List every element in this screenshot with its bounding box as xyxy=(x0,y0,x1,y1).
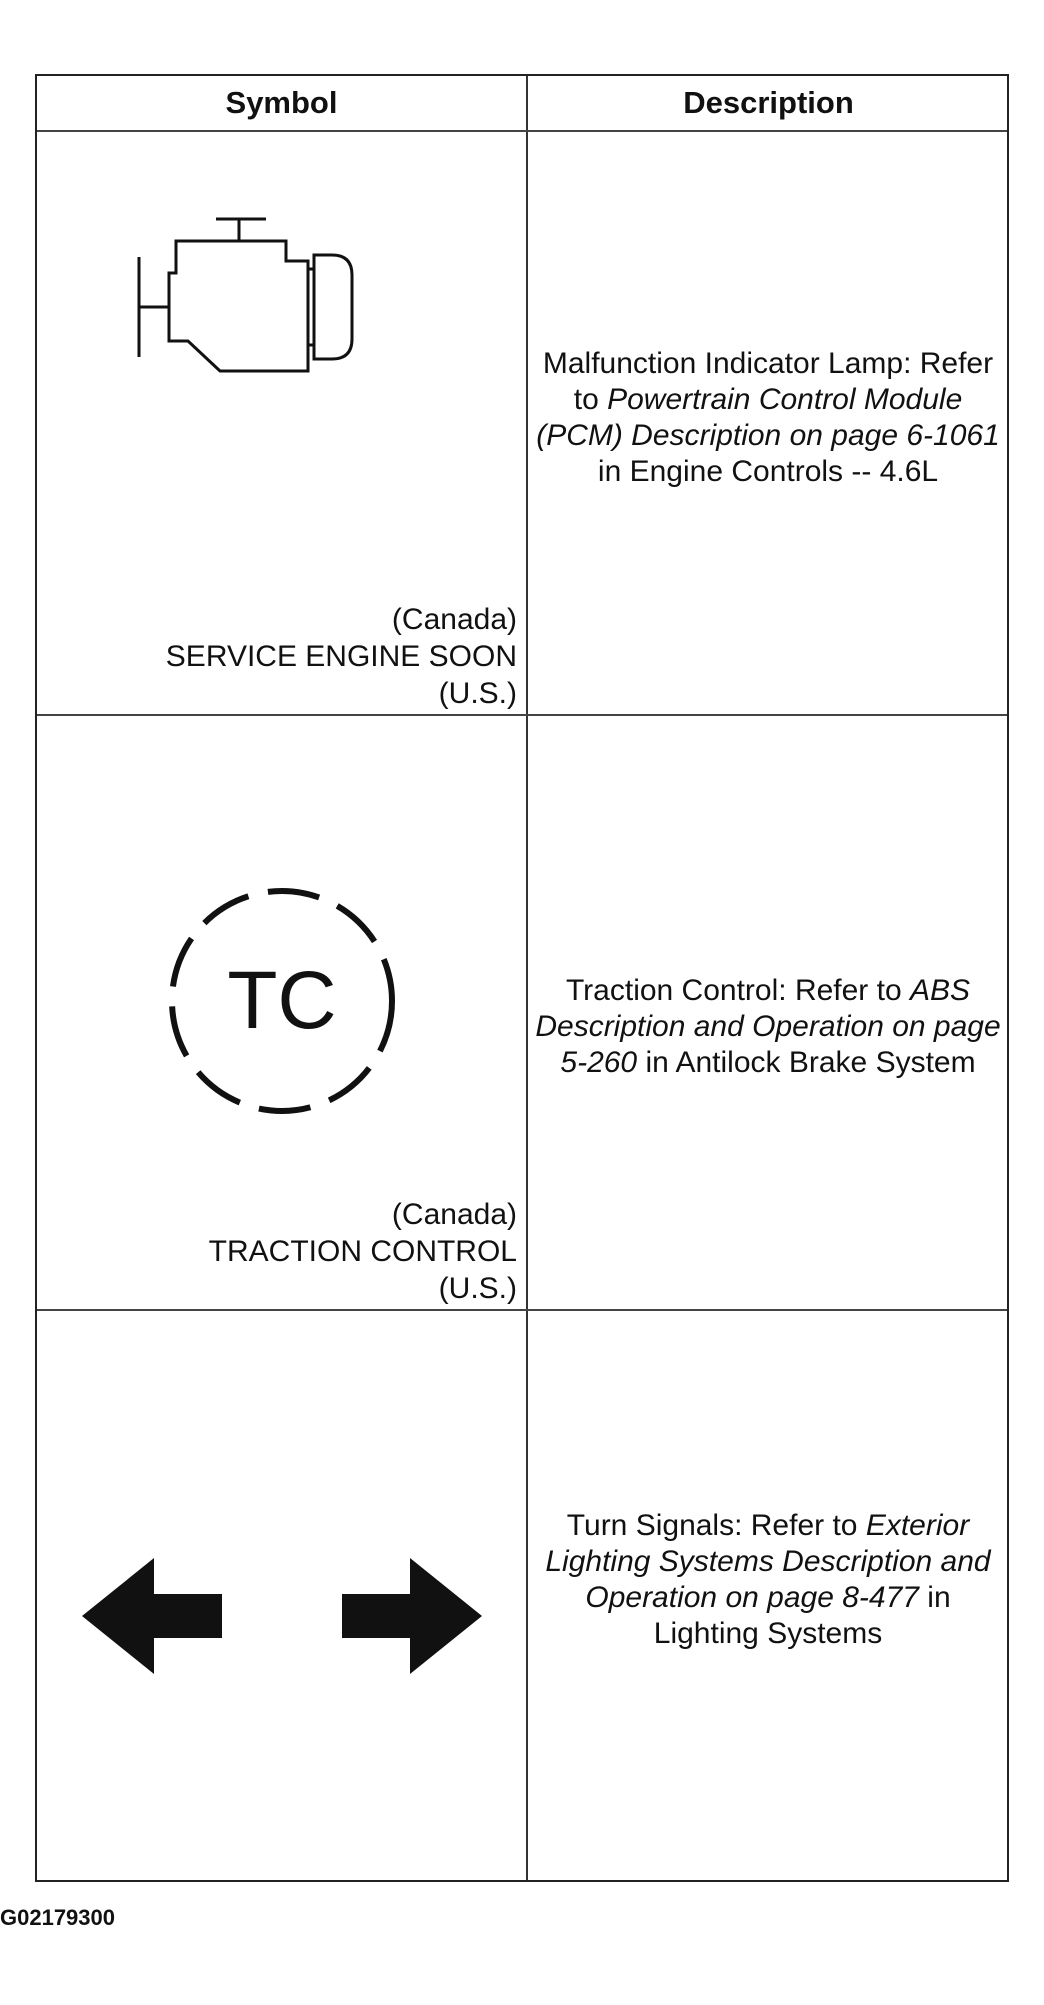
right-arrow-icon xyxy=(342,1558,482,1674)
traction-description-section: in Antilock Brake System xyxy=(637,1046,976,1079)
traction-description xyxy=(533,973,1003,1081)
header-divider xyxy=(37,130,1007,132)
turn-signal-description-section: in Lighting Systems xyxy=(653,1581,951,1650)
indicator-symbol-table xyxy=(35,74,1009,1882)
turn-signal-arrows-icon xyxy=(82,1556,482,1676)
column-divider xyxy=(526,76,528,1880)
traction-control-icon xyxy=(157,876,407,1126)
turn-signal-description xyxy=(533,1508,1003,1652)
engine-description-text: Malfunction Indicator Lamp: Refer to xyxy=(542,347,994,416)
engine-caption-us: (U.S.) xyxy=(438,677,517,710)
figure-id: G02179300 xyxy=(0,1905,115,1930)
engine-caption-label: SERVICE ENGINE SOON xyxy=(165,640,517,673)
traction-caption-canada: (Canada) xyxy=(391,1198,517,1231)
left-arrow-icon xyxy=(82,1558,222,1674)
row-divider-1 xyxy=(37,714,1007,716)
engine-icon xyxy=(136,211,386,411)
row-divider-2 xyxy=(37,1309,1007,1311)
engine-description xyxy=(533,346,1003,490)
header-symbol: Symbol xyxy=(225,85,338,120)
engine-description-section: in Engine Controls -- 4.6L xyxy=(597,455,939,488)
traction-description-reference: ABS Description and Operation on page 5-260 xyxy=(535,974,1001,1079)
engine-description-reference: Powertrain Control Module (PCM) Description on page 6-1061 xyxy=(536,383,1000,452)
traction-caption-us: (U.S.) xyxy=(438,1272,517,1305)
header-description: Description xyxy=(683,85,854,120)
traction-caption-label: TRACTION CONTROL xyxy=(208,1235,517,1268)
turn-signal-description-reference: Exterior Lighting Systems Description and Operation on page 8-477 xyxy=(545,1509,991,1614)
traction-control-icon-text: TC xyxy=(227,955,337,1046)
traction-description-text: Traction Control: Refer to xyxy=(565,974,910,1007)
engine-caption-canada: (Canada) xyxy=(391,603,517,636)
turn-signal-description-text: Turn Signals: Refer to xyxy=(566,1509,866,1542)
